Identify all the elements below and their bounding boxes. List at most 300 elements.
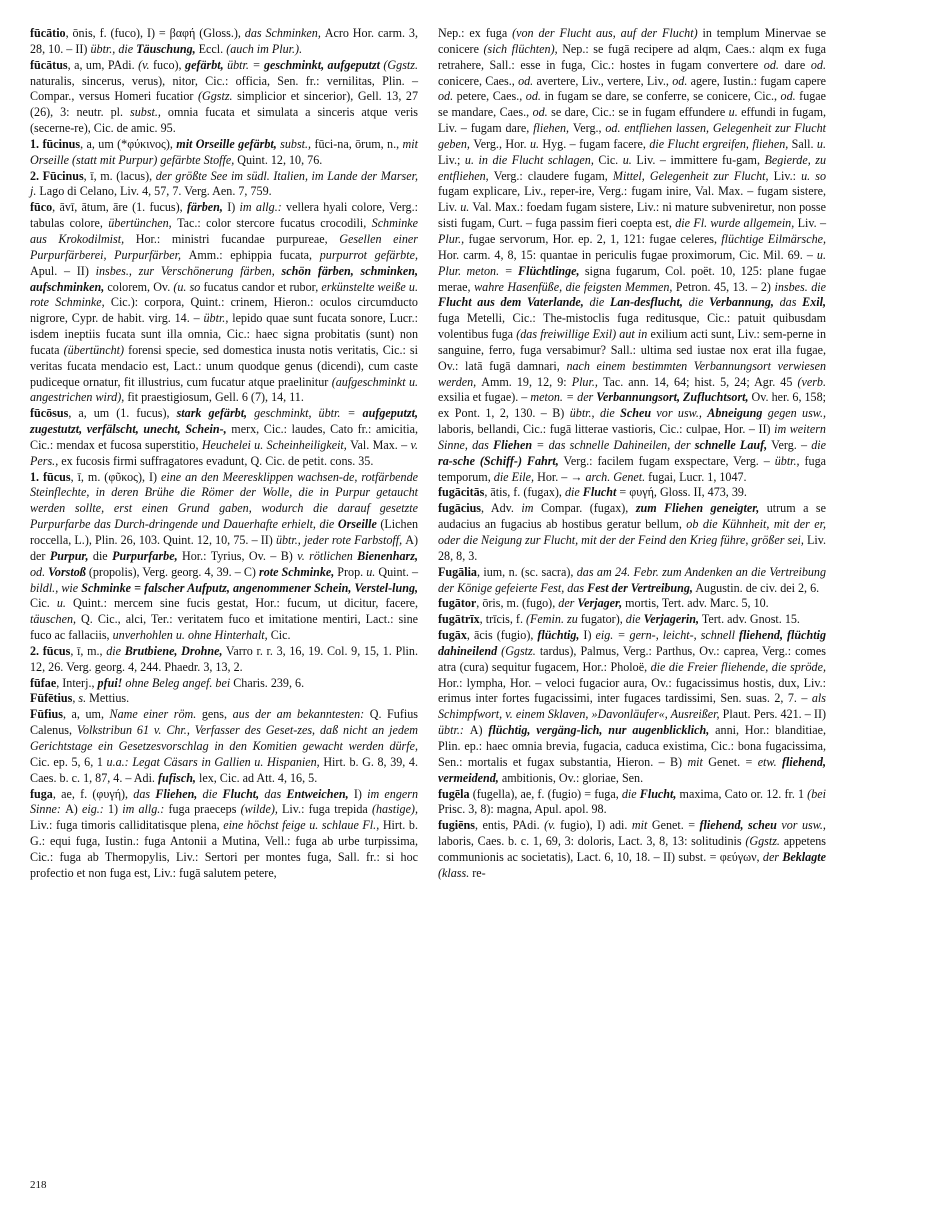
text-segment: Val. Max.: foedam fugam sistere, Liv.: ni mature subveniretur, non posse sisti fugam, Curt. – fuga passim fieri coepta est, — [438, 200, 827, 231]
dictionary-entry — [438, 501, 826, 564]
bold-italic-text: Beklagte — [782, 849, 826, 864]
text-segment: simplicior et sincerior), Gell. 13, 27 (26), 3: neutr. pl. — [30, 89, 418, 120]
dictionary-entry — [30, 707, 418, 786]
text-segment: appetens communionis ac societatis), Lact. 6, 10, 18. – II) subst. = φεύγων, — [438, 834, 826, 864]
bold-italic-text: Flucht aus dem Vaterlande, — [438, 295, 584, 310]
text-segment: lepido quae sunt fucata sonore, Lucr.: isdem ineptiis fucata sunt illa omnia, Cic.: haec signa probitatis (sunt) non fucata — [30, 311, 418, 357]
italic-text: u. — [728, 105, 742, 120]
text-segment: , Interj., — [56, 675, 98, 690]
entry-headword: fūcātus — [30, 57, 68, 72]
italic-text: im allg.: — [239, 200, 287, 215]
italic-text: od. — [438, 89, 457, 104]
italic-text: vor usw., — [776, 818, 826, 833]
text-segment: ex fucosis firmi suffragatores evadunt, Q. Cic. de petit. cons. 35. — [61, 453, 374, 468]
text-segment: , ātis, f. (fugax), — [484, 485, 565, 500]
text-segment: Hyg. – fugam facere, — [542, 136, 650, 151]
bold-italic-text: Flucht, — [222, 786, 260, 801]
dictionary-entry — [438, 628, 826, 786]
bold-italic-text: geschminkt, aufgeputzt — [263, 57, 380, 72]
text-segment: , ī, m. (φῦκος), I) — [70, 469, 161, 484]
dictionary-entry — [30, 406, 418, 469]
text-segment: (Lichen roccella, L.), Plin. 26, 103. Quint. 12, 10, 75. – II) — [30, 517, 418, 547]
italic-text: (aufgeschminkt u. angestrichen wird), — [30, 374, 419, 405]
text-segment: Q. Fufius Calenus, — [30, 707, 418, 738]
text-segment: Liv. – — [797, 216, 827, 231]
entry-headword: fugātrīx — [438, 612, 480, 627]
dictionary-entry — [30, 26, 418, 58]
text-segment: Quint. – — [378, 564, 419, 579]
text-segment: , — [72, 691, 79, 706]
text-segment: Charis. 239, 6. — [233, 675, 305, 690]
right-column — [438, 26, 826, 882]
italic-text: übtr., die — [90, 41, 137, 56]
italic-text: eine an den Meeresklippen wachsen-de, rotfärbende Steinflechte, in deren Brühe die Römer der Wolle, die in Purpur getaucht werden sollte, erst einen Grund gaben, wodurch die darauf gesetzte Purpurfarbe das Durch-dringende und Dauerhafte erhielt, die — [30, 469, 418, 532]
bold-italic-text: Verjagerin, — [643, 612, 700, 627]
italic-text: die die Freier fliehende, die spröde, — [650, 659, 826, 674]
text-segment: Mettius. — [89, 691, 130, 706]
text-segment: Quint. 12, 10, 76. — [237, 152, 323, 167]
italic-text: od. entfliehen lassen, Gelegenheit zur Flucht geben, — [438, 121, 827, 151]
text-segment: , ōris, m. (fugo), — [476, 596, 559, 611]
italic-text: die — [625, 612, 644, 627]
text-segment: , a, um (*φύκινος), — [80, 136, 177, 151]
text-segment: fuga Metelli, Cic.: The-mistoclis fuga reditusque, Cic.: patuit quibusdam volentibus fuga — [438, 311, 826, 342]
entry-headword: fūfae — [30, 675, 57, 690]
bold-italic-text: Exil, — [802, 295, 826, 310]
italic-text: u. — [622, 152, 637, 167]
italic-text: Begierde, zu entfliehen, — [438, 152, 827, 183]
italic-text: übtr., die — [569, 406, 621, 421]
text-segment: fucatus candor et rubor, — [203, 279, 322, 294]
italic-text: als Schimpfwort, v. einem Sklaven, »Davonläufer«, Ausreißer, — [438, 691, 826, 722]
text-segment: , ae, f. (φυγή), — [52, 786, 134, 801]
italic-text: täuschen, — [30, 612, 82, 627]
italic-text: der — [762, 849, 783, 864]
italic-text: der größte See im südl. Italien, im Lande der Marser, j. — [30, 168, 419, 199]
italic-text: (Femin. zu — [526, 612, 581, 627]
text-segment: exilium acti sunt, Liv.: sem-perne in sanguine, ferro, fuga versabimur? Sall.: ultima sed iustae nox erat illa fugae, Ov.: latā fugā damnari, — [438, 327, 826, 373]
italic-text: od. — [810, 57, 826, 72]
text-segment: merx, Cic.: laudes, Cato fr.: amicitia, Cic.: mendax et fucosa superstitio, — [30, 422, 419, 452]
text-segment: Plaut. Pers. 421. – II) — [722, 707, 827, 722]
text-segment: fugam explicare, Liv., reper-ire, Verg.: fugam inire, Val. Max. – fugam sistere, Liv. — [438, 184, 826, 215]
text-segment: Varro r. r. 3, 16, 19. Col. 9, 15, 1. Plin. 12, 26. Verg. georg. 4, 244. Phaedr. 3, 13, 2. — [30, 643, 418, 674]
italic-text: übtr.: — [438, 723, 470, 738]
text-segment: A) — [65, 802, 82, 817]
text-segment: I) — [222, 200, 240, 215]
dictionary-entry — [438, 612, 826, 628]
text-segment: A) der — [30, 533, 418, 563]
text-segment: maxima, Cato or. 12. fr. 1 — [676, 786, 808, 801]
italic-text: Plur., — [438, 231, 469, 246]
text-segment: Hirt. b. G. 8, 39, 4. Caes. b. c. 1, 87, 4. – Adi. — [30, 754, 418, 785]
italic-text: im — [521, 501, 541, 516]
text-segment: Nep.: ex fuga — [438, 26, 513, 40]
entry-headword: fuga — [30, 786, 53, 801]
italic-text: od. — [780, 89, 800, 104]
entry-headword: fūco — [30, 200, 53, 215]
italic-text: ohne Beleg angef. bei — [122, 675, 234, 690]
dictionary-entry — [30, 644, 418, 676]
bold-italic-text: fliehend, vermeidend, — [438, 754, 826, 785]
text-segment: signa fugarum, Col. poët. 10, 125: plane fugae merae, — [438, 263, 826, 294]
text-segment: fūci-na, ōrum, n., — [314, 136, 403, 151]
bold-italic-text: Täuschung, — [136, 41, 196, 56]
italic-text: u. — [816, 136, 826, 151]
italic-text: die Flucht ergreifen, fliehen, — [649, 136, 792, 151]
text-segment: , ī, m., — [70, 643, 107, 658]
dictionary-entry — [30, 137, 418, 169]
italic-text: insbes. die — [774, 279, 826, 294]
text-segment: colorem, Ov. — [104, 279, 174, 294]
italic-text: Plur., — [571, 374, 603, 389]
italic-text: im engern Sinne: — [30, 786, 419, 817]
text-segment: conicere, Caes., — [438, 73, 519, 88]
entry-headword: fūcātio — [30, 26, 66, 40]
italic-text: (Ggstz. — [197, 89, 238, 104]
bold-italic-text: gefärbt, — [185, 57, 224, 72]
italic-text: im weitern Sinne, das — [438, 422, 826, 452]
italic-text: der — [558, 596, 578, 611]
text-segment: Liv.; — [438, 152, 465, 167]
italic-text: u. — [529, 136, 543, 151]
text-segment: Liv.: fuga timoris calliditatisque plena, — [30, 818, 224, 833]
dictionary-entry — [30, 676, 418, 692]
italic-text: (Ggstz. — [501, 643, 540, 658]
italic-text: im allg.: — [122, 802, 169, 817]
text-segment: Hirt. b. G.: equi fuga, Iustin.: fuga Antonii a Mutina, Vell.: fuga ab urbe turpissima, Cic.: fuga ab Thermopylis, Liv.: Sertori per montes fuga, Sall. fr.: si hoc profectio et non fuga est, Liv.: fugā salutem petere, — [30, 818, 419, 880]
entry-headword: fugācius — [438, 501, 482, 516]
text-segment: laboris, Caes. b. c. 1, 69, 3: doloris, Lact. 3, 8, 13: solitudinis — [438, 834, 746, 849]
italic-text: mit — [631, 818, 652, 833]
text-segment: , entis, PAdi. — [474, 818, 545, 833]
text-segment: Apul. – II) — [30, 263, 96, 278]
bold-italic-text: schön färben, schminken, aufschminken, — [30, 263, 418, 294]
bold-italic-text: Abneigung — [707, 406, 763, 421]
text-segment: Tac.: color stercore fucatus crocodili, — [177, 216, 372, 231]
text-segment: naturalis, sincerus, verus), nitor, Cic.: officia, Sen. fr.: vernilitas, Plin. – Compar., versus Homeri fucatior — [30, 73, 418, 104]
italic-text: gegen usw., — [762, 406, 827, 421]
text-segment: Val. Max. – — [350, 437, 411, 452]
text-segment: , a, um, — [62, 707, 110, 722]
text-segment: exsilia et fugae). – — [438, 390, 531, 405]
text-segment: fuga temporum, — [438, 453, 827, 484]
text-segment: Sall. — [791, 136, 817, 151]
text-segment: Quint.: mercem sine fucis gestat, Hor.: fucum, ut dicitur, facere, — [73, 596, 419, 611]
italic-text: erkünstelte weiße u. rote Schminke, — [30, 279, 418, 310]
text-segment: se dare, Cic.: se in fugam effundere — [551, 105, 729, 120]
italic-text: das — [773, 295, 803, 310]
italic-text: arch. Genet. — [585, 469, 649, 484]
bold-italic-text: stark gefärbt, — [176, 406, 248, 421]
italic-text: subst., — [276, 136, 315, 151]
italic-text: aus der am bekanntesten: — [232, 707, 370, 722]
text-segment: (fugella), ae, f. (fugio) = fuga, — [469, 786, 622, 801]
italic-text: s. — [78, 691, 90, 706]
italic-text: v. Pers., — [30, 437, 419, 468]
bold-italic-text: Orseille — [337, 517, 377, 532]
bold-italic-text: Verbannungsort, Zufluchtsort, — [596, 390, 749, 405]
bold-italic-text: ra-sche (Schiff-) Fahrt, — [438, 453, 559, 468]
italic-text: (hastige), — [371, 802, 418, 817]
italic-text: Volkstribun 61 v. Chr., Verfasser des Geset-zes, daß nicht an jedem Gerichtstage ein Gesetzesvorschlag in den Komitien gewacht werden dürfe, — [30, 723, 418, 753]
text-segment: Ov. her. 6, 158; ex Pont. 1, 2, 130. – B) — [438, 390, 827, 421]
text-segment: (propolis), Verg. georg. 4, 39. – C) — [85, 564, 259, 579]
italic-text: (von der Flucht aus, auf der Flucht) — [512, 26, 703, 40]
bold-italic-text: Fest der Vertreibung, — [587, 580, 693, 595]
bold-italic-text: Purpur, — [49, 548, 89, 563]
italic-text: insbes., zur Verschönerung färben, — [95, 263, 282, 278]
text-segment: Hor.: Tyrius, Ov. – B) — [177, 548, 298, 563]
text-segment: re- — [472, 865, 486, 880]
italic-text: wahre Hasenfüße, die feigsten Memmen, — [474, 279, 676, 294]
italic-text: die — [811, 437, 827, 452]
text-segment: Nep.: se fugā recipere ad alqm, Caes.: alqm ex fuga retrahere, Sall.: esse in fuga, Cic.: hostes in fugam convertere — [438, 41, 826, 72]
text-segment: Lago di Celano, Liv. 4, 57, 7. Verg. Aen. 7, 759. — [39, 184, 272, 199]
text-segment: , Adv. — [481, 501, 522, 516]
text-segment: Hor.: ministri fucandae purpureae, — [135, 231, 340, 246]
bold-italic-text: Fliehen — [493, 437, 533, 452]
text-segment: agere, Iustin.: fugam capere — [690, 73, 826, 88]
text-segment: fugai, Lucr. 1, 1047. — [648, 469, 747, 484]
italic-text: das — [259, 786, 287, 801]
text-segment: , trīcis, f. — [479, 612, 527, 627]
dictionary-entry — [438, 565, 826, 597]
italic-text: übtr., jeder rote Farbstoff, — [275, 533, 406, 547]
italic-text: (übertüncht) — [63, 342, 129, 357]
text-segment: , ōnis, f. (fuco), I) = βαφή (Gloss.), — [65, 26, 245, 40]
text-segment: Eccl. — [195, 41, 227, 56]
bold-italic-text: mit Orseille gefärbt, — [176, 136, 277, 151]
italic-text: od. — [518, 73, 537, 88]
entry-headword: fugācitās — [438, 485, 485, 500]
italic-text: (auch im Plur.). — [226, 41, 303, 56]
text-segment: Cic. — [270, 628, 291, 643]
text-segment: laboris, bellandi, Cic.: fugā litterae vastioris, Cic.: culpae, Hor. – II) — [438, 422, 775, 437]
text-segment: , ī, m. (lacus), — [83, 168, 156, 183]
text-segment: fugator), — [580, 612, 626, 627]
dictionary-entry — [438, 596, 826, 612]
text-segment: Amm.: ephippia fucata, — [188, 247, 320, 262]
italic-text: vor usw., — [651, 406, 708, 421]
italic-text: fliehen, — [533, 121, 573, 136]
text-segment: Genet. = — [708, 754, 758, 769]
italic-text: die — [583, 295, 610, 310]
italic-text: u. — [460, 200, 473, 215]
italic-text: u. so — [801, 168, 826, 183]
entry-headword: fugāx — [438, 628, 467, 643]
italic-text: bildl., wie — [30, 580, 82, 595]
text-segment: mortis, Tert. adv. Marc. 5, 10. — [622, 596, 769, 611]
text-segment: Liv. 28, 8, 3. — [438, 533, 826, 563]
text-segment: die — [88, 548, 113, 563]
text-segment: Acro Hor. carm. 3, 28, 10. – II) — [30, 26, 418, 56]
text-segment: petere, Caes., — [456, 89, 526, 104]
italic-text: die — [106, 643, 125, 658]
bold-italic-text: fufisch, — [157, 770, 196, 785]
italic-text: ob die Kühnheit, mit der er, oder die Neigung zur Flucht, mit der der Feind den Krieg führe, größer sei, — [438, 517, 827, 547]
text-segment: Hor. – → — [537, 469, 586, 484]
entry-headword: 1. fūcus — [30, 469, 71, 484]
entry-headword: fugātor — [438, 596, 477, 611]
text-segment: I) — [579, 628, 596, 643]
text-segment: 1) — [107, 802, 123, 817]
italic-text: die — [564, 485, 583, 500]
text-segment: , ium, n. (sc. sacra), — [476, 564, 577, 579]
text-segment: Hor.: lympha, Hor. – veloci fugacior aura, Ov.: fugacissimus hostis, dux, Liv.: erimus inter fortes fugacissimi, inter fugaces tardissimi, Sen. suas. 2, 7. – — [438, 675, 826, 706]
bold-italic-text: flüchtig, — [537, 628, 580, 643]
italic-text: (klass. — [438, 865, 473, 880]
text-segment: forensi specie, sed domestica inusta notis veritatis, Cic.: si veritas fucata mendacio est, Lact.: unum quodque genus (dicendi), cum caste pudiceque ornatur, fit illustrius, cum fucatur atque praelinitur — [30, 342, 418, 389]
text-segment: Amm. 19, 12, 9: — [481, 374, 572, 389]
bold-italic-text: rote Schminke, — [258, 564, 335, 579]
bold-italic-text: Bienenharz, — [357, 548, 418, 563]
italic-text: (v. — [138, 57, 154, 72]
entry-headword: fūcōsus — [30, 406, 69, 421]
page-number: 218 — [30, 1179, 47, 1191]
dictionary-entry — [438, 26, 826, 485]
italic-text: v. rötlichen — [297, 548, 358, 563]
bold-italic-text: Entweichen, — [286, 786, 349, 801]
italic-text: (wilde), — [240, 802, 283, 817]
text-segment: Liv. – immittere fu-gam, — [636, 152, 765, 167]
bold-italic-text: Schminke = falscher Aufputz, angenommener Schein, Verstel-lung, — [81, 580, 419, 595]
text-segment: Verg., Hor. — [473, 136, 530, 151]
bold-italic-text: Flüchtlinge, — [518, 263, 580, 278]
italic-text: u. Plur. meton. = — [438, 247, 826, 278]
dictionary-entry — [30, 58, 418, 137]
text-segment: Q. Cic., alci, Ter.: veritatem fuco et imitatione mentiri, Lact.: sine fuco ac fallaciis, — [30, 612, 418, 643]
italic-text: die Fl. wurde allgemein, — [675, 216, 798, 231]
text-segment: utrum a se audacius an fugacius ab hostibus geratur bellum, — [438, 501, 826, 532]
text-segment: = φυγή, Gloss. II, 473, 39. — [616, 485, 747, 500]
dictionary-entry — [438, 787, 826, 819]
text-segment: Petron. 45, 13. – 2) — [675, 279, 775, 294]
italic-text: Schminke aus Krokodilmist, — [30, 216, 418, 246]
italic-text: (u. so — [173, 279, 204, 294]
italic-text: Gesellen einer Purpurfärberei, Purpurfärber, — [30, 231, 418, 262]
text-segment: Cic. ep. 5, 6, 1 — [30, 754, 107, 769]
bold-italic-text: Purpurfarbe, — [112, 548, 178, 563]
italic-text: übtr., — [774, 453, 805, 468]
text-segment: fit praestigiosum, Gell. 6 (7), 14, 11. — [127, 390, 304, 405]
italic-text: (sich flüchten), — [483, 41, 563, 56]
italic-text: od. — [30, 564, 49, 579]
italic-text: (das freiwillige Exil) aut in — [516, 327, 651, 342]
text-segment: tardus), Palmus, Verg.: Parthus, Ov.: caprea, Verg.: comes atra (cura) sequitur fugacem, Hor.: Pholoë, — [438, 643, 826, 674]
italic-text: od. — [532, 105, 552, 120]
bold-italic-text: fliehend, scheu — [699, 818, 777, 833]
italic-text: u. — [56, 596, 73, 611]
italic-text: = das schnelle Dahineilen, der — [532, 437, 695, 452]
text-segment: fugae se mandare, Caes., — [438, 89, 827, 120]
dictionary-entry — [30, 787, 418, 882]
bold-italic-text: Brutbiene, Drohne, — [124, 643, 223, 658]
dictionary-entry — [438, 818, 826, 881]
text-segment: Verg., — [572, 121, 606, 136]
bold-italic-text: aufgeputzt, zugestutzt, verfälscht, unecht, Schein-, — [30, 406, 418, 437]
italic-text: od. — [672, 73, 691, 88]
text-segment: Prisc. 3, 8): magna, Apul. apol. 98. — [438, 802, 607, 817]
bold-italic-text: Lan-desflucht, — [609, 295, 683, 310]
text-segment: , ācis (fugio), — [466, 628, 538, 643]
entry-headword: fugēla — [438, 786, 470, 801]
text-segment: A) — [469, 723, 489, 738]
text-segment: Cic. — [30, 596, 57, 611]
text-segment: Prop. — [334, 564, 367, 579]
italic-text: (bei — [807, 786, 826, 801]
text-segment: fuga praeceps — [168, 802, 241, 817]
entry-headword: 2. Fūcinus — [30, 168, 84, 183]
bold-italic-text: färben, — [186, 200, 223, 215]
italic-text: (verb. — [797, 374, 826, 389]
bold-italic-text: Fliehen, — [155, 786, 198, 801]
italic-text: eig. = gern-, leicht-, schnell — [595, 628, 739, 643]
italic-text: od. — [525, 89, 545, 104]
text-segment: ambitionis, Ov.: gloriae, Sen. — [498, 770, 644, 785]
text-segment: omnia fucata et simulata a sinceris atque veris (secerne-re), Cic. de amic. 95. — [30, 105, 419, 136]
italic-text: das — [133, 786, 156, 801]
text-segment: Genet. = — [651, 818, 700, 833]
text-segment: dare — [784, 57, 811, 72]
italic-text: übtr., — [203, 311, 233, 326]
text-segment: effundi in fugam, Liv. – fugam dare, — [438, 105, 827, 136]
italic-text: u.a.: Legat Cäsars in Gallien u. Hispanien, — [106, 754, 324, 769]
dictionary-entry — [30, 691, 418, 707]
text-segment: avertere, Liv., vertere, Liv., — [536, 73, 673, 88]
entry-headword: fugiēns — [438, 818, 475, 833]
text-segment: Cic.): corpora, Quint.: crinem, Hieron.: oculos circumducto nigrore, Cypr. de habit. virg. 14. – — [30, 295, 418, 326]
text-segment: Tert. adv. Gnost. 15. — [699, 612, 800, 627]
text-segment: fugio), I) adi. — [560, 818, 632, 833]
italic-text: od. — [763, 57, 785, 72]
text-segment: lex, Cic. ad Att. 4, 16, 5. — [195, 770, 318, 785]
entry-headword: Fugālia — [438, 564, 477, 579]
italic-text: Name einer röm. — [109, 707, 202, 722]
text-segment: vellera hyali colore, Verg.: tabulas colore, — [30, 200, 418, 231]
dictionary-entry — [30, 200, 418, 406]
entry-headword: 1. fūcinus — [30, 136, 81, 151]
italic-text: flüchtige Eilmärsche, — [721, 231, 827, 246]
italic-text: mit — [687, 754, 709, 769]
bold-italic-text: pfui! — [97, 675, 123, 690]
bold-italic-text: fliehend, flüchtig dahineilend — [438, 628, 826, 658]
text-segment: Tac. ann. 14, 64; hist. 5, 24; Agr. 45 — [602, 374, 798, 389]
bold-italic-text: zum Fliehen geneigter, — [635, 501, 760, 516]
italic-text: die Eile, — [493, 469, 538, 484]
text-segment: , āvī, ātum, āre (1. fucus), — [52, 200, 187, 215]
dictionary-entry — [30, 169, 418, 201]
italic-text: nach einem bestimmten Verbannungsort verwiesen werden, — [438, 358, 826, 389]
text-segment: Liv.: — [773, 168, 802, 183]
italic-text: die — [197, 786, 223, 801]
italic-text: übtr. = — [223, 57, 264, 72]
italic-text: subst., — [130, 105, 168, 120]
text-segment: Augustin. de civ. dei 2, 6. — [692, 580, 820, 595]
text-segment: fugae servorum, Hor. ep. 2, 1, 121: fugae celeres, — [468, 231, 722, 246]
bold-italic-text: schnelle Lauf, — [694, 437, 768, 452]
text-segment: Cic. — [598, 152, 623, 167]
italic-text: u. in die Flucht schlagen, — [464, 152, 599, 167]
bold-italic-text: Flucht, — [639, 786, 677, 801]
bold-italic-text: Flucht — [582, 485, 617, 500]
italic-text: meton. = der — [530, 390, 597, 405]
italic-text: Mittel, Gelegenheit zur Flucht, — [612, 168, 774, 183]
text-segment: Verg.: claudere fugam, — [493, 168, 613, 183]
left-column — [30, 26, 418, 882]
italic-text: unverhohlen u. ohne Hinterhalt, — [112, 628, 271, 643]
text-segment: Liv.: fuga trepida — [282, 802, 372, 817]
